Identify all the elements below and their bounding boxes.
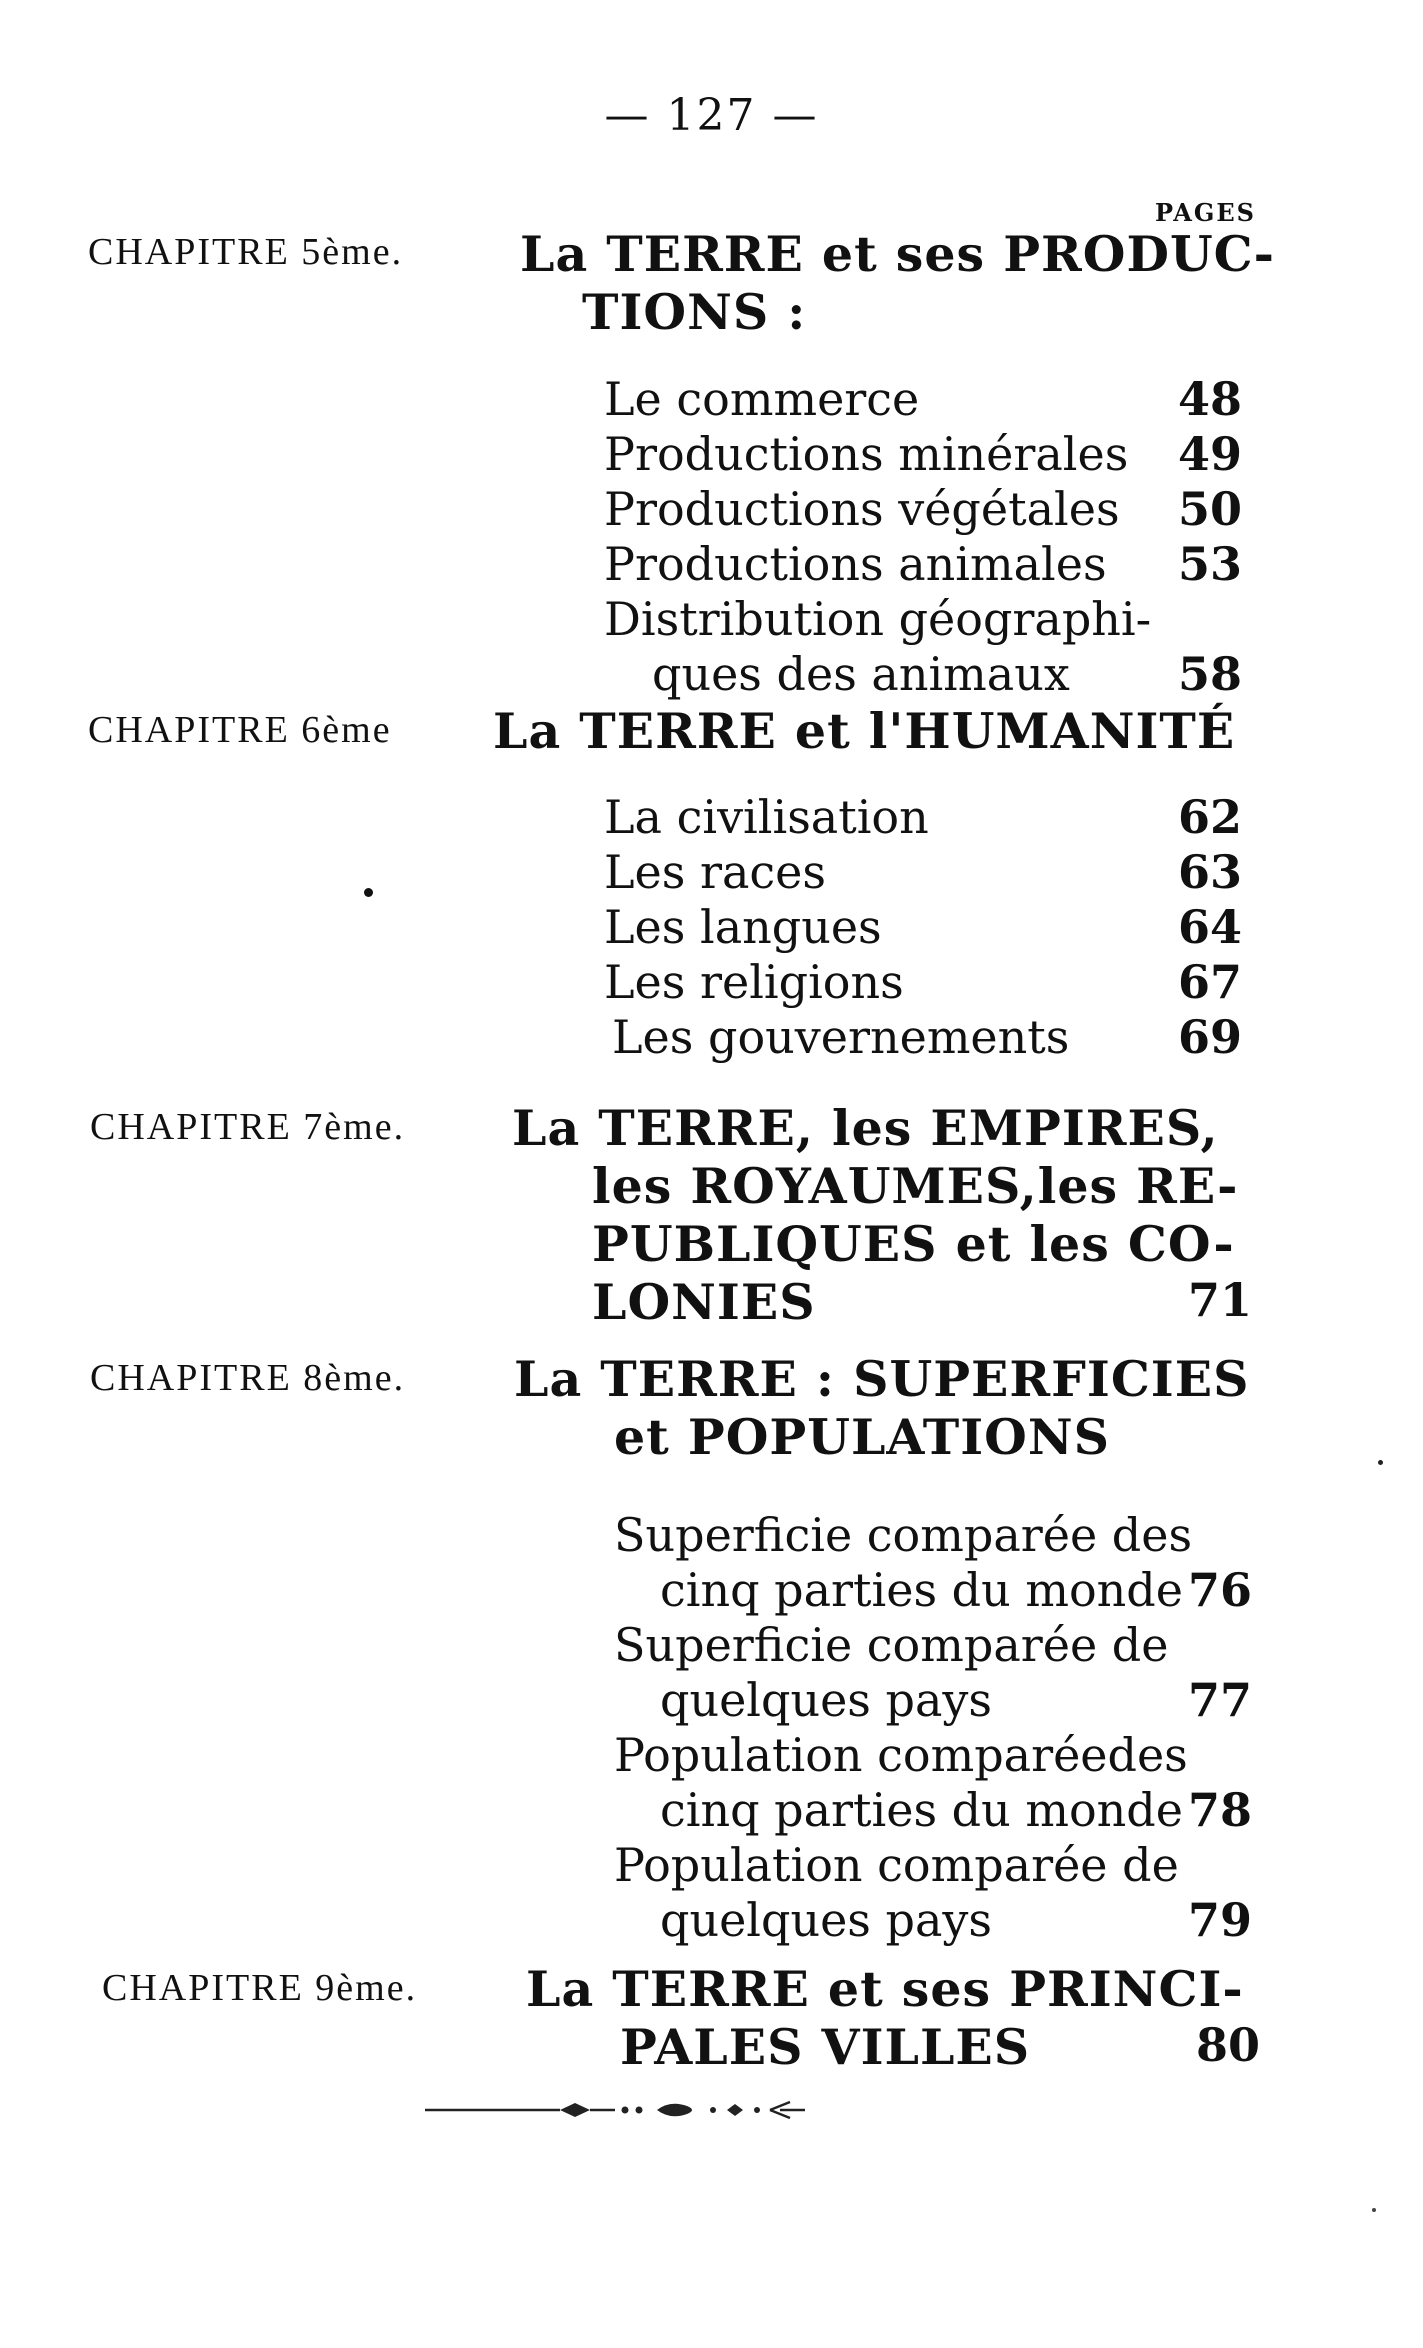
chapter-5-title-line-1: La TERRE et ses PRODUC- bbox=[520, 225, 1276, 283]
entry-page: 63 bbox=[1177, 845, 1242, 899]
chapter-7-title-line-3: PUBLIQUES et les CO- bbox=[592, 1215, 1235, 1273]
entry-population-cinq-line-1: Population comparéedes bbox=[614, 1728, 1188, 1782]
chapter-8-title-line-1: La TERRE : SUPERFICIES bbox=[514, 1350, 1250, 1408]
chapter-5-title-line-2: TIONS : bbox=[582, 283, 807, 341]
entry-page: 48 bbox=[1177, 372, 1242, 426]
entry-population-pays-line-2: quelques pays bbox=[660, 1893, 992, 1947]
entry-population-cinq-line-2: cinq parties du monde bbox=[660, 1783, 1183, 1837]
entry-page: 67 bbox=[1177, 955, 1242, 1009]
entry-superficie-cinq-line-1: Superficie comparée des bbox=[614, 1508, 1193, 1562]
entry-page: 53 bbox=[1177, 537, 1242, 591]
speck bbox=[1372, 2208, 1376, 2212]
entry-les-gouvernements: Les gouvernements bbox=[612, 1010, 1070, 1064]
bullet-dot bbox=[364, 888, 373, 897]
chapter-6-label: CHAPITRE 6ème bbox=[88, 709, 392, 751]
entry-page: 64 bbox=[1177, 900, 1242, 954]
chapter-9-title-line-1: La TERRE et ses PRINCI- bbox=[526, 1960, 1244, 2018]
chapter-9-page: 80 bbox=[1195, 2018, 1260, 2072]
entry-superficie-pays-line-2: quelques pays bbox=[660, 1673, 992, 1727]
entry-productions-minerales: Productions minérales bbox=[604, 427, 1129, 481]
chapter-7-title-line-2: les ROYAUMES,les RE- bbox=[592, 1157, 1239, 1215]
entry-les-religions: Les religions bbox=[604, 955, 904, 1009]
entry-productions-animales: Productions animales bbox=[604, 537, 1107, 591]
entry-page: 79 bbox=[1187, 1893, 1252, 1947]
entry-page: 58 bbox=[1177, 647, 1242, 701]
entry-les-races: Les races bbox=[604, 845, 827, 899]
entry-page: 50 bbox=[1177, 482, 1242, 536]
chapter-8-title-line-2: et POPULATIONS bbox=[614, 1408, 1111, 1466]
entry-page: 49 bbox=[1177, 427, 1242, 481]
entry-distribution-line-2: ques des animaux bbox=[652, 647, 1070, 701]
chapter-8-label: CHAPITRE 8ème. bbox=[90, 1357, 406, 1399]
speck bbox=[1378, 1460, 1383, 1465]
entry-les-langues: Les langues bbox=[604, 900, 882, 954]
entry-page: 76 bbox=[1187, 1563, 1252, 1617]
chapter-7-title-line-1: La TERRE, les EMPIRES, bbox=[512, 1099, 1219, 1157]
pages-column-header: PAGES bbox=[1154, 198, 1256, 227]
chapter-7-label: CHAPITRE 7ème. bbox=[90, 1106, 406, 1148]
chapter-9-title-line-2: PALES VILLES bbox=[620, 2018, 1031, 2076]
entry-population-pays-line-1: Population comparée de bbox=[614, 1838, 1179, 1892]
ornament-divider-icon bbox=[425, 2098, 835, 2122]
entry-le-commerce: Le commerce bbox=[604, 372, 920, 426]
entry-page: 78 bbox=[1187, 1783, 1252, 1837]
chapter-5-label: CHAPITRE 5ème. bbox=[88, 231, 404, 273]
chapter-7-page: 71 bbox=[1187, 1273, 1252, 1327]
entry-superficie-cinq-line-2: cinq parties du monde bbox=[660, 1563, 1183, 1617]
entry-superficie-pays-line-1: Superficie comparée de bbox=[614, 1618, 1169, 1672]
entry-productions-vegetales: Productions végétales bbox=[604, 482, 1120, 536]
chapter-9-label: CHAPITRE 9ème. bbox=[102, 1967, 418, 2009]
chapter-7-title-line-4: LONIES bbox=[592, 1273, 816, 1331]
entry-page: 77 bbox=[1187, 1673, 1252, 1727]
entry-la-civilisation: La civilisation bbox=[604, 790, 929, 844]
chapter-6-title-line-1: La TERRE et l'HUMANITÉ bbox=[493, 702, 1236, 760]
entry-page: 62 bbox=[1177, 790, 1242, 844]
entry-distribution-line-1: Distribution géographi- bbox=[604, 592, 1152, 646]
entry-page: 69 bbox=[1177, 1010, 1242, 1064]
page-number: — 127 — bbox=[604, 90, 819, 141]
